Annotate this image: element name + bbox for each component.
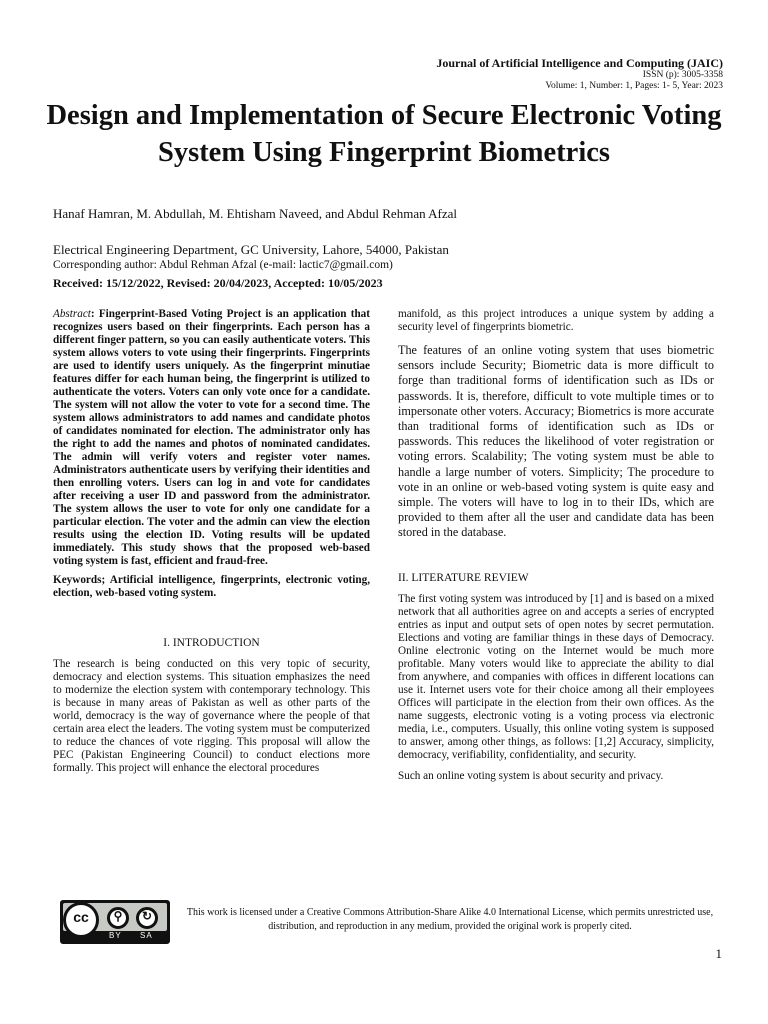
introduction-paragraph: The research is being conducted on this very topic of security, democracy and election systems. This situation emphasizes the need to modernize the election system with contemporary technology. This is because in many areas of Pakistan as well as other parts of the world, democracy is the way of governance where the people of that certain area elect the leaders. The voting system must be computerized to reduce the chances of vote rigging. This proposal will allow the PEC (Pakistan Engineering Council) to conduct elections more formally. This project will enhance the electoral procedures	[53, 658, 370, 774]
abstract	[53, 308, 370, 568]
cc-by-sa-license-badge[interactable]	[60, 900, 170, 944]
attribution-person-glyph: ⚲	[113, 909, 123, 923]
right-paragraph-1: manifold, as this project introduces a unique system by adding a security level of fingerprints biometric.	[398, 308, 714, 333]
corresponding-author: Corresponding author: Abdul Rehman Afzal (e-mail: lactic7@gmail.com)	[53, 259, 393, 271]
journal-issn: ISSN (p): 3005-3358	[642, 70, 723, 80]
license-text: This work is licensed under a Creative Commons Attribution-Share Alike 4.0 International License, which permits unrestricted use, distribution, and reproduction in any medium, provided the original work is properly cited.	[186, 907, 714, 932]
journal-name: Journal of Artificial Intelligence and Computing (JAIC)	[436, 56, 723, 70]
literature-paragraph-2: Such an online voting system is about security and privacy.	[398, 769, 664, 782]
journal-header	[436, 56, 723, 92]
section-heading-literature-review: II. LITERATURE REVIEW	[398, 571, 529, 584]
abstract-label: Abstract	[53, 308, 91, 320]
left-column	[53, 308, 370, 775]
right-column	[398, 308, 714, 783]
affiliation: Electrical Engineering Department, GC University, Lahore, 54000, Pakistan	[53, 242, 449, 257]
page-number: 1	[715, 946, 722, 961]
abstract-text: : Fingerprint-Based Voting Project is an application that recognizes users based on their fingerprints. Each person has a different finger pattern, so you can easily authenticate voters. This system allows voters to vote using their fingerprints. Fingerprints are used to identify users uniquely. As the fingerprint minutiae features differ for each human being, the fingerprint is utilized to authenticate the voters. Voters can only vote once for a candidate. The system will not allow the voter to vote for a second time. The system allows administrators to add names and candidate photos of candidates nominated for election. The administrator only has the right to add the names and photos of nominated candidates. The admin will verify voters and register voter names. Administrators authenticate users by verifying their identities and then enrolling voters. Users can log in and vote for candidates after receiving a user ID and password from the administrator. The system allows the user to vote for only one candidate for a particular election. The voter and the admin can view the election results using the election ID. Voting results will be updated immediately. This study shows that the proposed web-based voting system is fast, efficient and fraud-free.	[53, 308, 370, 567]
license-footer	[60, 900, 720, 944]
literature-paragraph-1: The first voting system was introduced by [1] and is based on a mixed network that all authorities agree on and accepts a series of encrypted entries as input and output sets of open notes by secret permutation. Elections and voting are familiar things in these days of Democracy. Online electronic voting on the Internet would be much more profitable. Many voters would like to appreciate the ability to dial from anywhere, and companies with offices in different locations can use it. Internet users vote for their choice among all their employees Offices will participate in the election from their own offices. As the name suggests, electronic voting is a voting process via electronic media, i.e., computers. Usually, this online voting system is supposed to answer, among other things, as follows: [1,2] Accuracy, simplicity, democracy, verifiability, confidentiality, and security.	[398, 592, 714, 761]
author-list: Hanaf Hamran, M. Abdullah, M. Ehtisham Naveed, and Abdul Rehman Afzal	[53, 206, 457, 221]
paper-title: Design and Implementation of Secure Electronic Voting System Using Fingerprint Biometrics	[46, 100, 722, 168]
right-paragraph-2: The features of an online voting system that uses biometric sensors include Security; Biometric data is more difficult to forge than traditional forms of identification such as IDs or passwords. It is, therefore, difficult to vote multiple times or to impersonate other voters. Accuracy; Biometrics is more accurate than traditional forms of identification such as IDs or passwords. This reduces the likelihood of voter registration or voting errors. Scalability; The voting system must be able to handle a large number of voters. Simplicity; The procedure to vote in an online or web-based voting system is quite easy and simple. The voters will have to log in to their IDs, which are provided to them after all the user and candidate data has been stored in the database.	[398, 343, 714, 540]
sa-label: SA	[140, 931, 153, 940]
cc-logo-text: cc	[73, 909, 89, 925]
share-alike-glyph: ↻	[141, 909, 153, 923]
by-label: BY	[109, 931, 122, 940]
submission-dates: Received: 15/12/2022, Revised: 20/04/2023, Accepted: 10/05/2023	[53, 276, 383, 290]
section-heading-introduction: I. INTRODUCTION	[163, 637, 260, 649]
keywords: Keywords; Artificial intelligence, fingerprints, electronic voting, election, web-based voting system.	[53, 574, 370, 599]
journal-volume: Volume: 1, Number: 1, Pages: 1- 5, Year: 2023	[545, 81, 723, 91]
